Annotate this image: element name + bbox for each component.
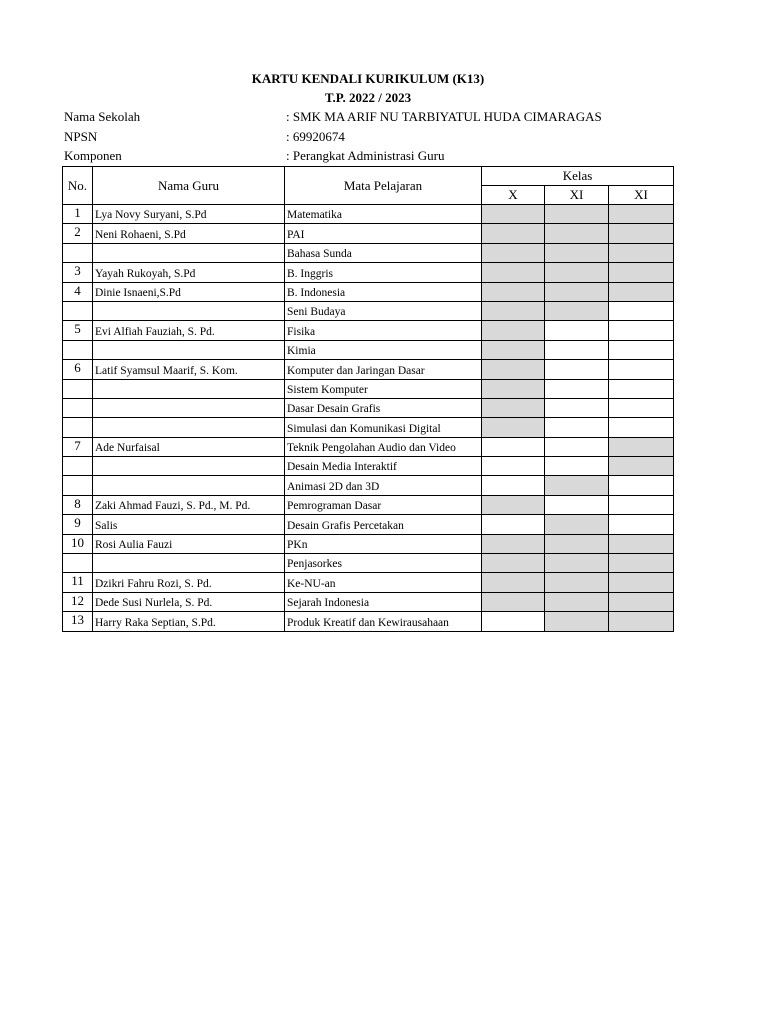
table-row — [63, 379, 674, 398]
class-xi-cell — [545, 243, 609, 262]
table-row — [63, 418, 674, 437]
teacher-name: Harry Raka Septian, S.Pd. — [93, 612, 285, 631]
class-xi-cell — [545, 360, 609, 379]
table-row — [63, 457, 674, 476]
subject-name: Simulasi dan Komunikasi Digital — [285, 418, 482, 437]
teacher-name — [93, 457, 285, 476]
class-xi-2-cell — [609, 224, 674, 243]
teacher-name: Salis — [93, 515, 285, 534]
class-xi-cell — [545, 476, 609, 495]
table-row — [63, 398, 674, 417]
subject-name: Kimia — [285, 340, 482, 359]
table-row — [63, 515, 674, 534]
class-xi-2-cell — [609, 340, 674, 359]
subject-name: Bahasa Sunda — [285, 243, 482, 262]
teacher-name: Rosi Aulia Fauzi — [93, 534, 285, 553]
class-x-cell — [482, 282, 545, 301]
class-x-cell — [482, 612, 545, 631]
class-x-cell — [482, 554, 545, 573]
class-xi-2-cell — [609, 205, 674, 224]
class-xi-cell — [545, 515, 609, 534]
row-number: 7 — [63, 437, 93, 456]
class-x-cell — [482, 263, 545, 282]
table-row — [63, 476, 674, 495]
class-xi-cell — [545, 282, 609, 301]
class-xi-2-cell — [609, 612, 674, 631]
class-x-cell — [482, 321, 545, 340]
teacher-name: Evi Alfiah Fauziah, S. Pd. — [93, 321, 285, 340]
subject-name: Sejarah Indonesia — [285, 592, 482, 611]
subject-name: Teknik Pengolahan Audio dan Video — [285, 437, 482, 456]
class-xi-2-cell — [609, 592, 674, 611]
class-x-cell — [482, 340, 545, 359]
row-number — [63, 340, 93, 359]
subject-name: Komputer dan Jaringan Dasar — [285, 360, 482, 379]
class-x-cell — [482, 243, 545, 262]
teacher-name — [93, 476, 285, 495]
row-number — [63, 301, 93, 320]
class-xi-2-cell — [609, 398, 674, 417]
table-row — [63, 612, 674, 631]
class-xi-2-cell — [609, 282, 674, 301]
teacher-name — [93, 243, 285, 262]
class-xi-cell — [545, 592, 609, 611]
class-xi-2-cell — [609, 495, 674, 514]
teacher-name: Latif Syamsul Maarif, S. Kom. — [93, 360, 285, 379]
academic-year: T.P. 2022 / 2023 — [324, 90, 412, 105]
table-row — [63, 495, 674, 514]
teacher-name: Zaki Ahmad Fauzi, S. Pd., M. Pd. — [93, 495, 285, 514]
teacher-name — [93, 418, 285, 437]
class-xi-cell — [545, 224, 609, 243]
row-number: 1 — [63, 205, 93, 224]
subject-name: Fisika — [285, 321, 482, 340]
class-x-cell — [482, 592, 545, 611]
class-x-cell — [482, 360, 545, 379]
row-number — [63, 398, 93, 417]
subject-name: Penjasorkes — [285, 554, 482, 573]
table-row — [63, 573, 674, 592]
teacher-name: Dinie Isnaeni,S.Pd — [93, 282, 285, 301]
header-teacher-name: Nama Guru — [93, 167, 285, 205]
header-class-xi-2: XI — [609, 186, 674, 205]
class-xi-2-cell — [609, 437, 674, 456]
row-number: 8 — [63, 495, 93, 514]
teacher-name: Dede Susi Nurlela, S. Pd. — [93, 592, 285, 611]
class-x-cell — [482, 495, 545, 514]
row-number — [63, 418, 93, 437]
npsn-label: NPSN — [64, 129, 98, 144]
table-row — [63, 437, 674, 456]
class-xi-2-cell — [609, 243, 674, 262]
class-xi-cell — [545, 457, 609, 476]
row-number: 9 — [63, 515, 93, 534]
subject-name: Dasar Desain Grafis — [285, 398, 482, 417]
subject-name: Ke-NU-an — [285, 573, 482, 592]
subject-name: Sistem Komputer — [285, 379, 482, 398]
table-row — [63, 224, 674, 243]
class-xi-2-cell — [609, 379, 674, 398]
table-row — [63, 554, 674, 573]
class-xi-cell — [545, 495, 609, 514]
teacher-name — [93, 554, 285, 573]
row-number — [63, 379, 93, 398]
school-name-value: : SMK MA ARIF NU TARBIYATUL HUDA CIMARAGAS — [286, 109, 602, 124]
class-xi-2-cell — [609, 360, 674, 379]
subject-name: Matematika — [285, 205, 482, 224]
header-class-xi: XI — [545, 186, 609, 205]
class-xi-cell — [545, 340, 609, 359]
class-xi-cell — [545, 573, 609, 592]
class-x-cell — [482, 398, 545, 417]
class-xi-2-cell — [609, 457, 674, 476]
curriculum-control-table — [62, 166, 674, 632]
class-xi-2-cell — [609, 263, 674, 282]
header-no: No. — [63, 167, 93, 205]
class-xi-2-cell — [609, 418, 674, 437]
npsn-value: : 69920674 — [286, 129, 345, 144]
class-x-cell — [482, 205, 545, 224]
class-xi-2-cell — [609, 554, 674, 573]
class-xi-cell — [545, 263, 609, 282]
table-row — [63, 282, 674, 301]
row-number: 13 — [63, 612, 93, 631]
component-value: : Perangkat Administrasi Guru — [286, 148, 445, 163]
component-label: Komponen — [64, 148, 122, 163]
header-class: Kelas — [482, 167, 674, 186]
class-xi-2-cell — [609, 321, 674, 340]
class-xi-cell — [545, 321, 609, 340]
row-number — [63, 554, 93, 573]
class-x-cell — [482, 534, 545, 553]
row-number: 11 — [63, 573, 93, 592]
teacher-name: Neni Rohaeni, S.Pd — [93, 224, 285, 243]
class-x-cell — [482, 457, 545, 476]
class-xi-cell — [545, 205, 609, 224]
row-number — [63, 476, 93, 495]
subject-name: Desain Media Interaktif — [285, 457, 482, 476]
table-body — [63, 205, 674, 632]
teacher-name: Dzikri Fahru Rozi, S. Pd. — [93, 573, 285, 592]
class-xi-2-cell — [609, 573, 674, 592]
subject-name: B. Indonesia — [285, 282, 482, 301]
subject-name: B. Inggris — [285, 263, 482, 282]
document-title: KARTU KENDALI KURIKULUM (K13) — [251, 71, 485, 86]
table-row — [63, 243, 674, 262]
table-row — [63, 301, 674, 320]
subject-name: Pemrograman Dasar — [285, 495, 482, 514]
row-number: 4 — [63, 282, 93, 301]
class-xi-cell — [545, 418, 609, 437]
teacher-name: Yayah Rukoyah, S.Pd — [93, 263, 285, 282]
class-x-cell — [482, 476, 545, 495]
class-x-cell — [482, 515, 545, 534]
class-xi-2-cell — [609, 301, 674, 320]
subject-name: PKn — [285, 534, 482, 553]
class-xi-2-cell — [609, 515, 674, 534]
table-row — [63, 263, 674, 282]
row-number: 12 — [63, 592, 93, 611]
class-xi-cell — [545, 534, 609, 553]
class-x-cell — [482, 437, 545, 456]
class-x-cell — [482, 224, 545, 243]
table-row — [63, 592, 674, 611]
row-number: 10 — [63, 534, 93, 553]
row-number: 3 — [63, 263, 93, 282]
table-row — [63, 360, 674, 379]
header-class-x: X — [482, 186, 545, 205]
class-xi-cell — [545, 612, 609, 631]
teacher-name: Ade Nurfaisal — [93, 437, 285, 456]
teacher-name — [93, 340, 285, 359]
subject-name: Desain Grafis Percetakan — [285, 515, 482, 534]
table-row — [63, 534, 674, 553]
row-number: 5 — [63, 321, 93, 340]
class-x-cell — [482, 301, 545, 320]
table-row — [63, 340, 674, 359]
class-xi-cell — [545, 301, 609, 320]
row-number — [63, 243, 93, 262]
class-xi-cell — [545, 554, 609, 573]
row-number — [63, 457, 93, 476]
row-number: 2 — [63, 224, 93, 243]
class-xi-cell — [545, 437, 609, 456]
school-name-label: Nama Sekolah — [64, 109, 141, 124]
class-xi-cell — [545, 398, 609, 417]
class-xi-2-cell — [609, 534, 674, 553]
teacher-name: Lya Novy Suryani, S.Pd — [93, 205, 285, 224]
class-xi-2-cell — [609, 476, 674, 495]
subject-name: Seni Budaya — [285, 301, 482, 320]
teacher-name — [93, 379, 285, 398]
class-x-cell — [482, 418, 545, 437]
subject-name: Animasi 2D dan 3D — [285, 476, 482, 495]
header-subject: Mata Pelajaran — [285, 167, 482, 205]
class-x-cell — [482, 379, 545, 398]
table-row — [63, 321, 674, 340]
subject-name: PAI — [285, 224, 482, 243]
class-xi-cell — [545, 379, 609, 398]
teacher-name — [93, 301, 285, 320]
class-x-cell — [482, 573, 545, 592]
row-number: 6 — [63, 360, 93, 379]
teacher-name — [93, 398, 285, 417]
subject-name: Produk Kreatif dan Kewirausahaan — [285, 612, 482, 631]
table-row — [63, 205, 674, 224]
